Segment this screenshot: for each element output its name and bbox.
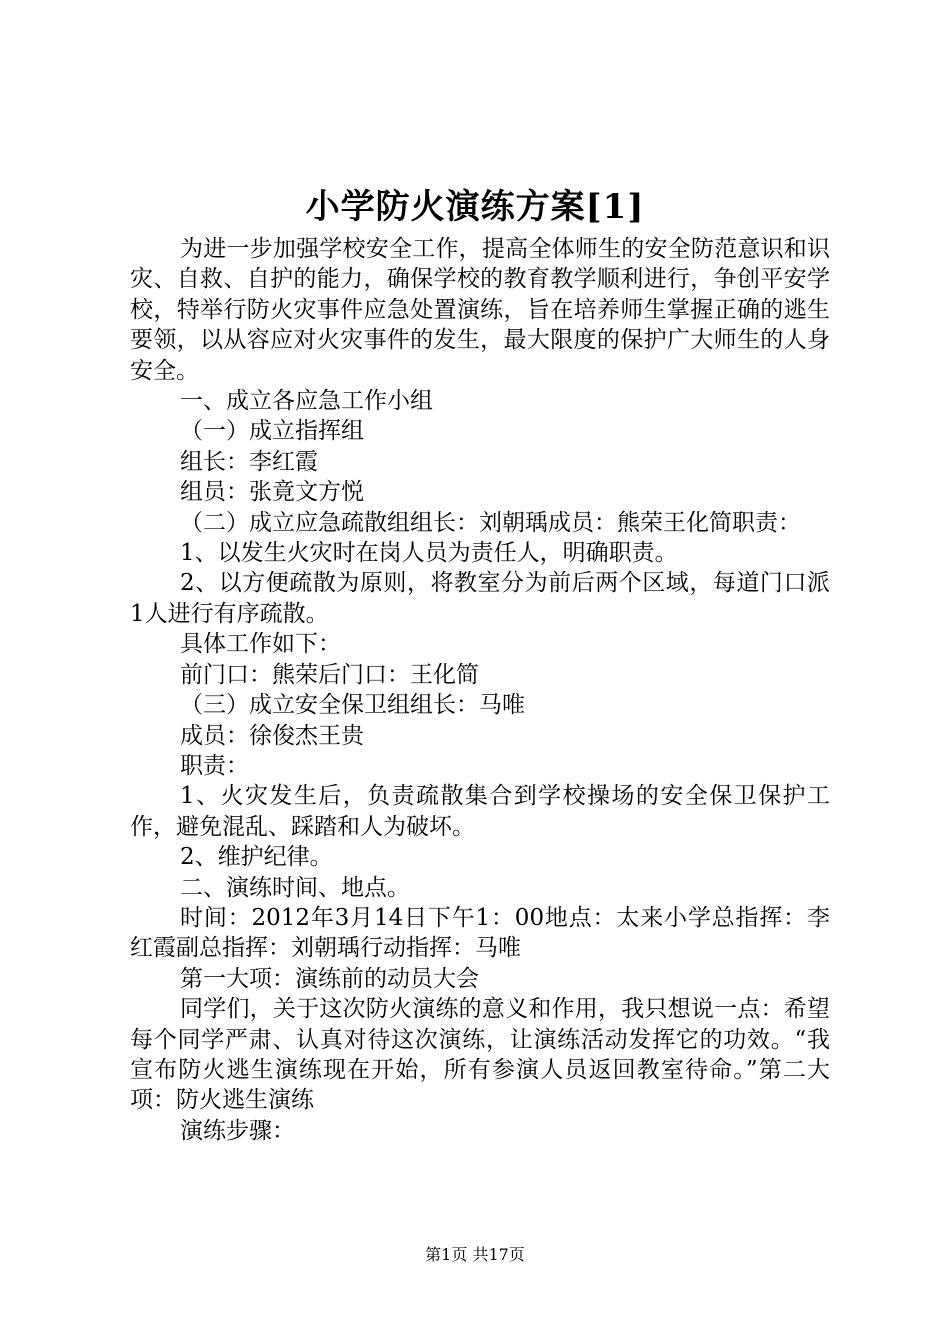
subsection-heading-evacuation: （二）成立应急疏散组组长：刘朝瑀成员：熊荣王化简职责： [180, 509, 801, 536]
drill-steps-label: 演练步骤： [180, 1117, 295, 1144]
evacuation-duty-2: 2、以方便疏散为原则，将教室分为前后两个区域，每道门口派1人进行有序疏散。 [130, 570, 830, 627]
section-heading-1: 一、成立各应急工作小组 [180, 388, 433, 415]
security-members-line: 成员：徐俊杰王贵 [180, 722, 364, 749]
page-number-footer: 第1页 共17页 [425, 1245, 525, 1264]
door-assignment-line: 前门口：熊荣后门口：王化简 [180, 661, 479, 688]
document-body [130, 234, 830, 1146]
security-duties-label: 职责： [180, 752, 249, 779]
evacuation-duty-1: 1、以发生火灾时在岗人员为责任人，明确职责。 [180, 540, 678, 567]
security-duty-1: 1、火灾发生后，负责疏散集合到学校操场的安全保卫保护工作，避免混乱、踩踏和人为破坏。 [130, 783, 830, 840]
mobilization-speech: 同学们，关于这次防火演练的意义和作用，我只想说一点：希望每个同学严肃、认真对待这次演练，让演练活动发挥它的功效。“我宣布防火逃生演练现在开始，所有参演人员返回教室待命。”第二大项：防火逃生演练 [130, 996, 830, 1114]
item-1-heading: 第一大项：演练前的动员大会 [180, 965, 479, 992]
subsection-heading-security: （三）成立安全保卫组组长：马唯 [180, 692, 525, 719]
security-duty-2: 2、维护纪律。 [180, 844, 333, 871]
work-details-label: 具体工作如下： [180, 631, 341, 658]
command-leader-line: 组长：李红霞 [180, 448, 318, 475]
subsection-heading-command: （一）成立指挥组 [180, 418, 364, 445]
document-title: 小学防火演练方案[1] [305, 187, 645, 227]
command-members-line: 组员：张竟文方悦 [180, 479, 364, 506]
intro-paragraph: 为进一步加强学校安全工作，提高全体师生的安全防范意识和识灾、自救、自护的能力，确保学校的教育教学顺利进行，争创平安学校，特举行防火灾事件应急处置演练，旨在培养师生掌握正确的逃生要领，以从容应对火灾事件的发生，最大限度的保护广大师生的人身安全。 [130, 236, 830, 384]
section-heading-2: 二、演练时间、地点。 [180, 874, 410, 901]
time-place-line: 时间：2012年3月14日下午1：00地点：太来小学总指挥：李红霞副总指挥：刘朝瑀行动指挥：马唯 [130, 904, 830, 962]
